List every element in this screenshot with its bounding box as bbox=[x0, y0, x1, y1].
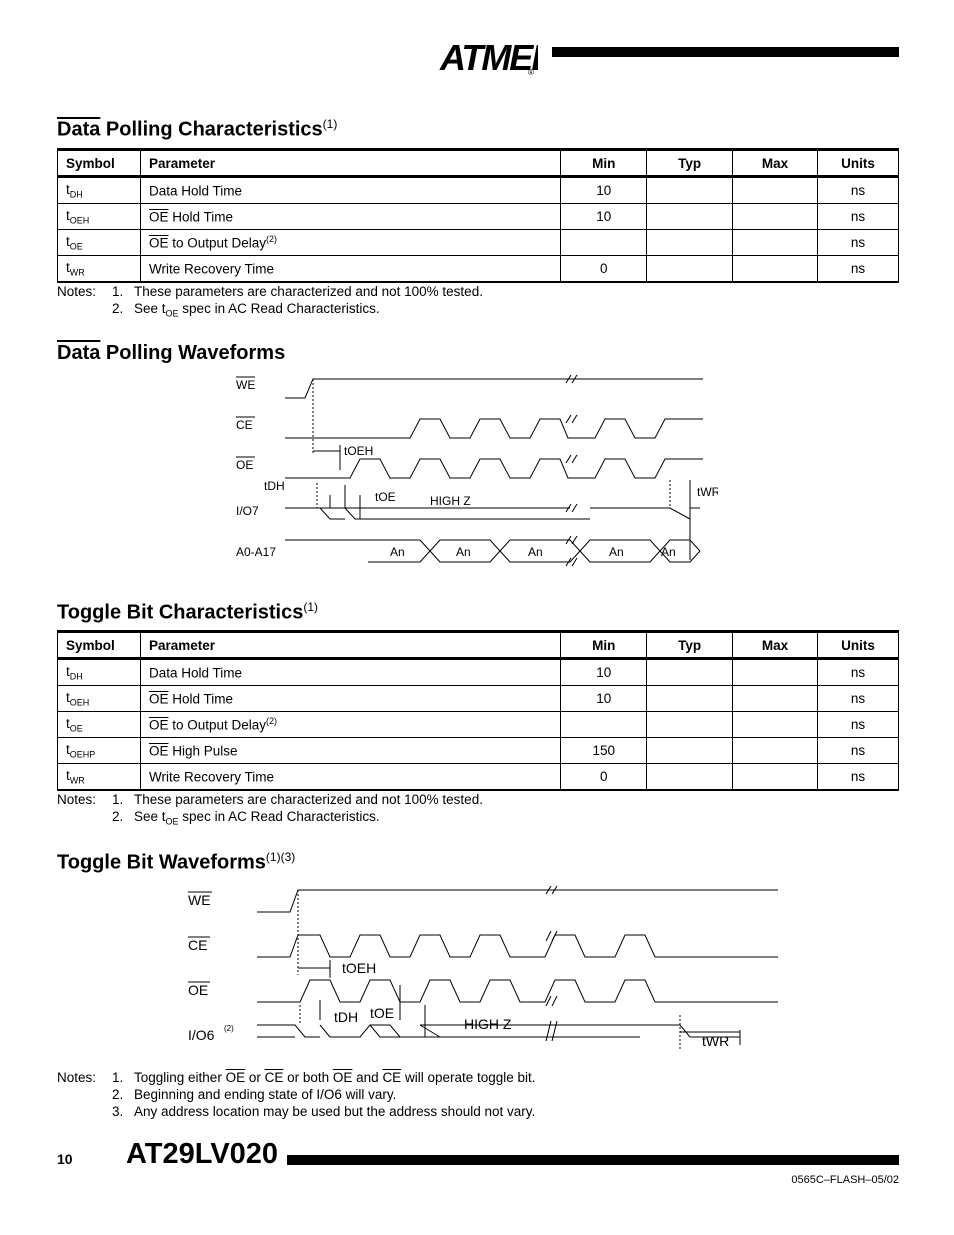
cell-typ bbox=[647, 177, 733, 204]
cell-parameter: $\overline{OE}$ Hold Time bbox=[140, 686, 560, 712]
label-tdh: tDH bbox=[334, 1009, 359, 1025]
cell-typ bbox=[647, 764, 733, 791]
cell-units: ns bbox=[818, 659, 899, 686]
cell-symbol: $t_{WR}$ bbox=[58, 764, 141, 791]
label-toe: tOE bbox=[370, 1005, 395, 1021]
cell-min: 10 bbox=[561, 686, 647, 712]
notes-table1: Notes: 1. These parameters are characterized and not 100% tested. 2. See $t_{OE}$ spec in AC Read Characteristics. bbox=[57, 284, 483, 319]
signal-we: WE bbox=[236, 378, 256, 392]
cell-max bbox=[733, 177, 818, 204]
cell-units: ns bbox=[818, 204, 899, 230]
table-header-row bbox=[58, 632, 899, 659]
header-rule bbox=[552, 47, 899, 57]
address-label: An bbox=[456, 545, 471, 559]
table-row bbox=[58, 204, 899, 230]
table-row bbox=[58, 659, 899, 686]
table-row bbox=[58, 712, 899, 738]
label-twr: tWR bbox=[702, 1033, 730, 1049]
cell-parameter: $\overline{OE}$ High Pulse bbox=[140, 738, 560, 764]
cell-min: 150 bbox=[561, 738, 647, 764]
signal-io6: I/O6 bbox=[188, 1027, 215, 1043]
cell-min: 0 bbox=[561, 764, 647, 791]
cell-parameter: $\overline{OE}$ to Output Delay$^{(2)}$ bbox=[140, 712, 560, 738]
cell-max bbox=[733, 659, 818, 686]
cell-typ bbox=[647, 256, 733, 283]
table-row bbox=[58, 686, 899, 712]
address-label: An bbox=[390, 545, 405, 559]
address-label: An bbox=[528, 545, 543, 559]
cell-parameter: Data Hold Time bbox=[140, 659, 560, 686]
toggle-bit-table bbox=[57, 630, 899, 791]
cell-typ bbox=[647, 230, 733, 256]
col-min: Min bbox=[561, 632, 647, 659]
cell-min bbox=[561, 230, 647, 256]
part-number: AT29LV020 bbox=[126, 1138, 279, 1170]
cell-min: 0 bbox=[561, 256, 647, 283]
cell-symbol: $t_{OE}$ bbox=[58, 230, 141, 256]
data-polling-waveform bbox=[228, 368, 718, 578]
cell-symbol: $t_{OEHP}$ bbox=[58, 738, 141, 764]
toggle-bit-characteristics-title: Toggle Bit Characteristics$^{(1)}$ bbox=[57, 600, 319, 624]
cell-max bbox=[733, 204, 818, 230]
notes-waveforms: Notes: 1. Toggling either $\overline{OE}$ or $\overline{CE}$ or both $\overline{OE}$ and $\overline{CE}$ will operate toggle bit. 2. Beginning and ending state of I/O6 will vary. 3. Any address location may be used but the address should not vary. bbox=[57, 1070, 536, 1119]
col-units: Units bbox=[818, 632, 899, 659]
signal-oe: OE bbox=[236, 458, 254, 472]
table-header-row bbox=[58, 150, 899, 177]
cell-max bbox=[733, 256, 818, 283]
signal-oe: OE bbox=[188, 982, 209, 998]
col-parameter: Parameter bbox=[140, 632, 560, 659]
toggle-bit-waveforms-title: Toggle Bit Waveforms$^{(1)(3)}$ bbox=[57, 850, 296, 874]
cell-units: ns bbox=[818, 230, 899, 256]
cell-symbol: $t_{DH}$ bbox=[58, 177, 141, 204]
col-units: Units bbox=[818, 150, 899, 177]
cell-symbol: $t_{DH}$ bbox=[58, 659, 141, 686]
col-parameter: Parameter bbox=[140, 150, 560, 177]
cell-units: ns bbox=[818, 256, 899, 283]
label-high-z: HIGH Z bbox=[464, 1016, 512, 1032]
cell-min bbox=[561, 712, 647, 738]
cell-symbol: $t_{OEH}$ bbox=[58, 204, 141, 230]
cell-max bbox=[733, 230, 818, 256]
table-row bbox=[58, 177, 899, 204]
cell-units: ns bbox=[818, 764, 899, 791]
cell-symbol: $t_{OEH}$ bbox=[58, 686, 141, 712]
cell-typ bbox=[647, 738, 733, 764]
col-symbol: Symbol bbox=[58, 150, 141, 177]
cell-units: ns bbox=[818, 686, 899, 712]
table-row bbox=[58, 738, 899, 764]
cell-min: 10 bbox=[561, 204, 647, 230]
col-symbol: Symbol bbox=[58, 632, 141, 659]
cell-units: ns bbox=[818, 738, 899, 764]
cell-parameter: $\overline{OE}$ Hold Time bbox=[140, 204, 560, 230]
address-label: An bbox=[609, 545, 624, 559]
cell-max bbox=[733, 764, 818, 791]
cell-typ bbox=[647, 204, 733, 230]
signal-we: WE bbox=[188, 892, 211, 908]
signal-a0-a17: A0-A17 bbox=[236, 545, 277, 559]
cell-max bbox=[733, 686, 818, 712]
col-typ: Typ bbox=[647, 150, 733, 177]
registered-mark: ® bbox=[528, 68, 534, 77]
label-twr: tWR bbox=[697, 485, 718, 499]
label-toeh: tOEH bbox=[344, 444, 374, 458]
cell-typ bbox=[647, 686, 733, 712]
page-number: 10 bbox=[57, 1151, 73, 1167]
logo-text: ATME bbox=[440, 37, 532, 78]
signal-io7: I/O7 bbox=[236, 504, 259, 518]
cell-parameter: Write Recovery Time bbox=[140, 256, 560, 283]
cell-max bbox=[733, 712, 818, 738]
toggle-bit-waveform bbox=[185, 878, 780, 1053]
col-max: Max bbox=[733, 632, 818, 659]
cell-parameter: $\overline{OE}$ to Output Delay$^{(2)}$ bbox=[140, 230, 560, 256]
atmel-logo bbox=[438, 28, 538, 78]
signal-ce: CE bbox=[236, 418, 253, 432]
cell-typ bbox=[647, 712, 733, 738]
col-max: Max bbox=[733, 150, 818, 177]
table-row bbox=[58, 764, 899, 791]
label-toe: tOE bbox=[375, 490, 396, 504]
cell-max bbox=[733, 738, 818, 764]
notes-table2: Notes: 1. These parameters are characterized and not 100% tested. 2. See $t_{OE}$ spec in AC Read Characteristics. bbox=[57, 792, 483, 827]
cell-units: ns bbox=[818, 177, 899, 204]
cell-min: 10 bbox=[561, 659, 647, 686]
data-polling-characteristics-title: Data Polling Characteristics$^{(1)}$ bbox=[57, 117, 338, 141]
cell-typ bbox=[647, 659, 733, 686]
footer-rule bbox=[287, 1155, 899, 1165]
signal-ce: CE bbox=[188, 937, 208, 953]
label-toeh: tOEH bbox=[342, 960, 377, 976]
io6-note-ref: (2) bbox=[224, 1024, 234, 1033]
cell-symbol: $t_{WR}$ bbox=[58, 256, 141, 283]
address-label: An bbox=[661, 545, 676, 559]
cell-parameter: Write Recovery Time bbox=[140, 764, 560, 791]
data-polling-table bbox=[57, 148, 899, 283]
cell-parameter: Data Hold Time bbox=[140, 177, 560, 204]
col-min: Min bbox=[561, 150, 647, 177]
col-typ: Typ bbox=[647, 632, 733, 659]
data-polling-waveforms-title: Data Polling Waveforms bbox=[57, 342, 286, 364]
label-tdh: tDH bbox=[264, 479, 285, 493]
doc-code: 0565C–FLASH–05/02 bbox=[791, 1174, 899, 1186]
cell-units: ns bbox=[818, 712, 899, 738]
label-high-z: HIGH Z bbox=[430, 494, 471, 508]
table-row bbox=[58, 256, 899, 283]
cell-symbol: $t_{OE}$ bbox=[58, 712, 141, 738]
table-row bbox=[58, 230, 899, 256]
cell-min: 10 bbox=[561, 177, 647, 204]
